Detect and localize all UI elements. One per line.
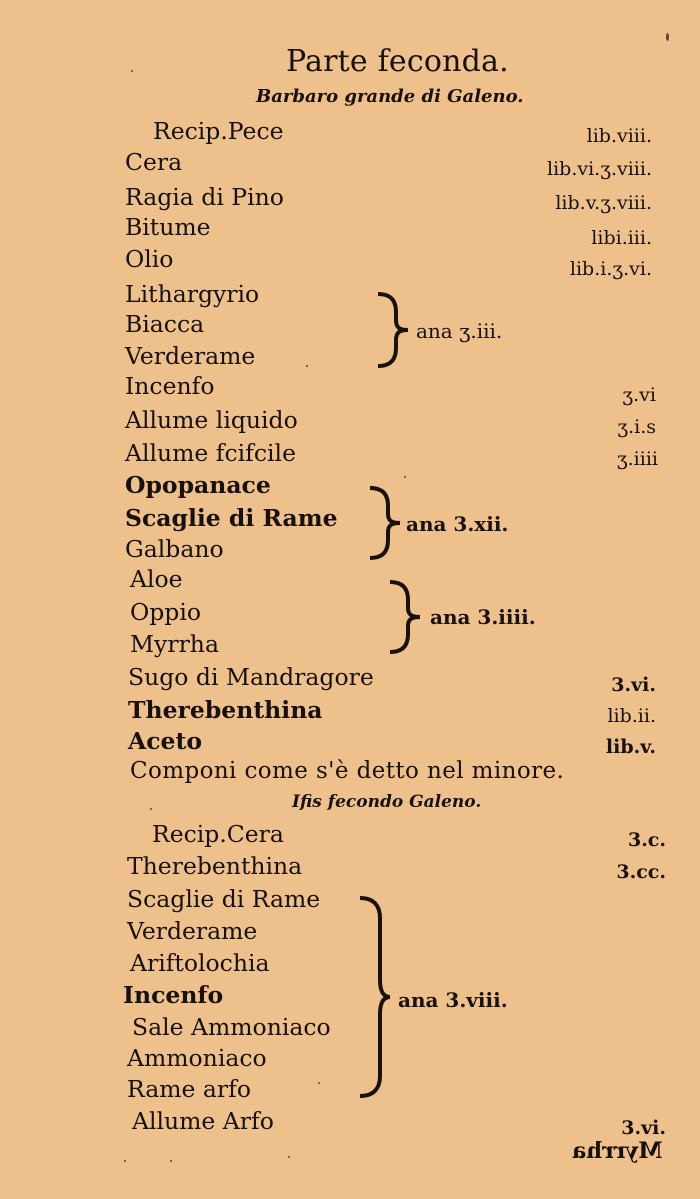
quantity: lib.v. (605, 736, 656, 758)
brace-icon (356, 894, 396, 1100)
ingredient: Scaglie di Rame (125, 504, 338, 532)
recipe1-title: Barbaro grande di Galeno. (256, 86, 524, 107)
ingredient: Opopanace (125, 471, 271, 499)
group-quantity: ana ʒ.iii. (416, 319, 503, 343)
ingredient: Ariftolochia (130, 949, 270, 977)
ingredient: Biacca (125, 310, 205, 338)
ingredient: Myrrha (130, 630, 219, 658)
ingredient: Recip.Cera (152, 820, 284, 848)
ingredient: Lithargyrio (125, 280, 260, 308)
ingredient: Rame arfo (127, 1075, 251, 1103)
ingredient: Aceto (128, 727, 203, 755)
ink-speck (170, 1160, 172, 1162)
group-quantity: ana 3.viii. (398, 988, 508, 1012)
ingredient: Sugo di Mandragore (128, 663, 374, 691)
quantity: ʒ.vi (622, 384, 656, 406)
ingredient: Cera (125, 148, 183, 176)
brace-icon (386, 578, 426, 656)
quantity: lib.ii. (607, 705, 656, 727)
ingredient: Incenfo (125, 372, 215, 400)
ingredient: Scaglie di Rame (127, 885, 321, 913)
group-quantity: ana 3.xii. (406, 512, 509, 536)
ink-speck (318, 1082, 320, 1084)
ink-speck (666, 33, 669, 41)
quantity: lib.vi.ʒ.viii. (547, 158, 652, 180)
ingredient: Allume Arfo (132, 1107, 274, 1135)
ink-speck (131, 70, 133, 72)
ink-speck (150, 808, 152, 810)
ingredient: Galbano (125, 535, 224, 563)
ingredient: Bitume (125, 213, 211, 241)
ingredient: Allume fcifcile (125, 439, 296, 467)
catchword: Myrrha (572, 1138, 663, 1164)
ingredient: Olio (125, 245, 174, 273)
brace-icon (374, 290, 414, 370)
ink-speck (306, 365, 308, 367)
ingredient: Ammoniaco (127, 1044, 267, 1072)
quantity: 3.cc. (616, 861, 666, 883)
ingredient: Verderame (127, 917, 258, 945)
ingredient: Recip.Pece (153, 117, 284, 145)
quantity: libi.iii. (591, 227, 652, 249)
quantity: lib.v.ʒ.viii. (555, 192, 652, 214)
ingredient: Aloe (130, 565, 183, 593)
ink-speck (404, 476, 406, 478)
ingredient: Ragia di Pino (125, 183, 284, 211)
quantity: 3.c. (627, 829, 666, 851)
ink-speck (288, 1156, 290, 1158)
ink-speck (124, 1160, 126, 1162)
ingredient: Oppio (130, 598, 202, 626)
quantity: ʒ.iiii (616, 448, 658, 470)
ingredient: Sale Ammoniaco (132, 1013, 331, 1041)
quantity: lib.viii. (586, 125, 652, 147)
ingredient: Incenfo (123, 981, 224, 1009)
brace-icon (366, 484, 406, 562)
instruction-text: Componi come s'è detto nel minore. (130, 758, 565, 784)
recipe2-title: Ifis fecondo Galeno. (292, 792, 482, 812)
quantity: 3.vi. (611, 674, 656, 696)
ingredient: Verderame (125, 342, 256, 370)
ingredient: Allume liquido (125, 406, 298, 434)
ingredient: Therebenthina (128, 696, 323, 724)
group-quantity: ana 3.iiii. (430, 605, 536, 629)
quantity: lib.i.ʒ.vi. (569, 258, 652, 280)
quantity: ʒ.i.s (617, 416, 656, 438)
ingredient: Therebenthina (127, 852, 303, 880)
quantity: 3.vi. (621, 1117, 666, 1139)
page-heading: Parte feconda. (286, 44, 509, 79)
